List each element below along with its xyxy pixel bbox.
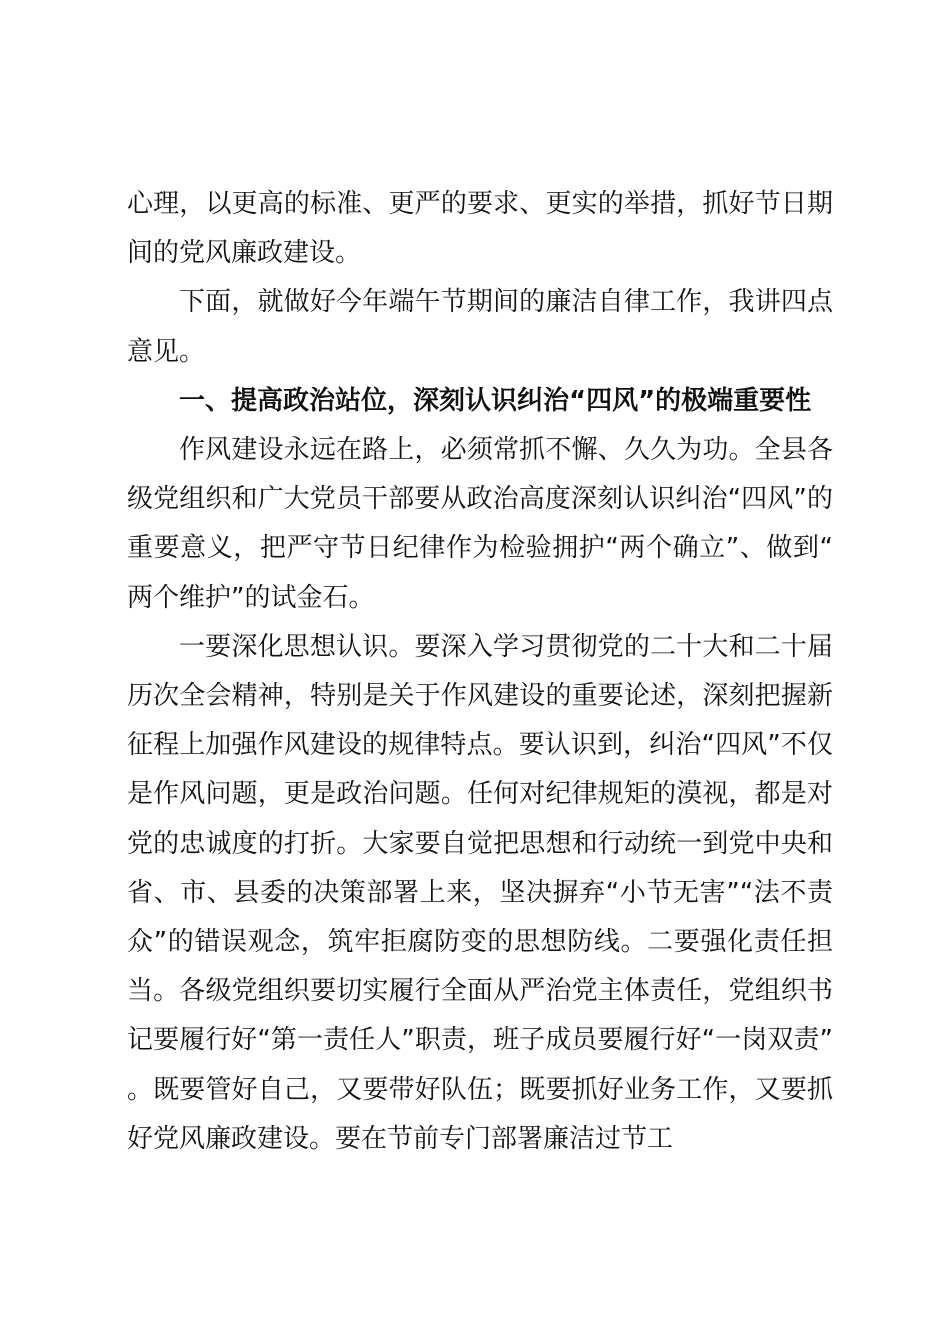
paragraph-section-1-overview: 作风建设永远在路上，必须常抓不懈、久久为功。全县各级党组织和广大党员干部要从政治高度深刻认识纠治“四风”的重要意义，把严守节日纪律作为检验拥护“两个确立”、做到“两个维护”的试金石。 bbox=[127, 435, 833, 613]
paragraph-continuation: 心理，以更高的标准、更严的要求、更实的举措，抓好节日期间的党风廉政建设。 bbox=[127, 189, 833, 269]
document-body bbox=[127, 180, 833, 1164]
paragraph-intro: 下面，就做好今年端午节期间的廉洁自律工作，我讲四点意见。 bbox=[127, 287, 833, 367]
section-heading-1: 一、提高政治站位，深刻认识纠治“四风”的极端重要性 bbox=[179, 385, 812, 416]
paragraph-section-1-points: 一要深化思想认识。要深入学习贯彻党的二十大和二十届历次全会精神，特别是关于作风建设的重要论述，深刻把握新征程上加强作风建设的规律特点。要认识到，纠治“四风”不仅是作风问题，更是政治问题。任何对纪律规矩的漠视，都是对党的忠诚度的打折。大家要自觉把思想和行动统一到党中央和省、市、县委的决策部署上来，坚决摒弃“小节无害”“法不责众”的错误观念，筑牢拒腐防变的思想防线。二要强化责任担当。各级党组织要切实履行全面从严治党主体责任，党组织书记要履行好“第一责任人”职责，班子成员要履行好“一岗双责”。既要管好自己，又要带好队伍；既要抓好业务工作，又要抓好党风廉政建设。要在节前专门部署廉洁过节工 bbox=[127, 631, 833, 1154]
